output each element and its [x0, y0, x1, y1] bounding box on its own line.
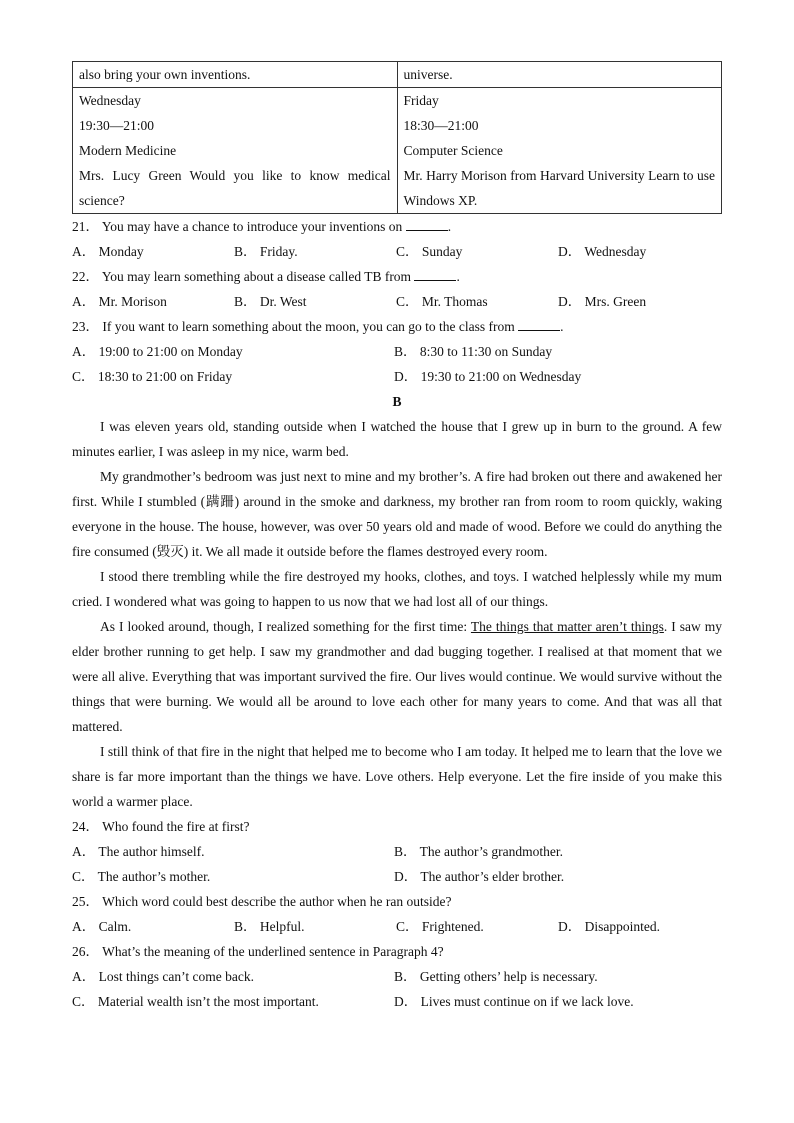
option-d[interactable]: D． Lives must continue on if we lack love.: [394, 994, 634, 1009]
class-description: Mrs. Lucy Green Would you like to know medical science?: [79, 168, 391, 208]
question-22: 22． You may learn something about a disease called TB from .: [72, 264, 722, 289]
option-c[interactable]: C． The author’s mother.: [72, 869, 211, 884]
option-b[interactable]: B． Friday.: [234, 244, 298, 259]
question-23: 23． If you want to learn something about the moon, you can go to the class from .: [72, 314, 722, 339]
table-row: [73, 88, 722, 214]
option-b[interactable]: B． The author’s grandmother.: [394, 844, 563, 859]
table-cell: [397, 62, 722, 88]
class-time: 19:30—21:00: [79, 118, 155, 133]
option-d[interactable]: D． The author’s elder brother.: [394, 869, 565, 884]
answer-blank: [406, 216, 448, 231]
passage-paragraph-4: As I looked around, though, I realized something for the first time: The things that matter aren’t things. I saw my elder brother running to get help. I saw my grandmother and dad bugging together. I realised at that moment that we were all alive. Everything that was important survived the fire. Our lives would continue. We would survive without the things that were burning. We would all be around to love each other for many years to come. And that was all that mattered.: [72, 619, 722, 734]
class-time: 18:30—21:00: [403, 118, 479, 133]
option-d[interactable]: D． 19:30 to 21:00 on Wednesday: [394, 369, 582, 384]
table-cell-friday: [397, 88, 722, 214]
passage-paragraph-2: My grandmother’s bedroom was just next to mine and my brother’s. A fire had broken out there and awakened her first. While I stumbled (蹒跚) around in the smoke and darkness, my brother ran from room to room quickly, waking everyone in the house. The house, however, was over 50 years old and made of wood. Before we could do anything the fire consumed (毁灭) it. We all made it outside before the flames destroyed every room.: [72, 469, 722, 559]
class-day: Wednesday: [79, 93, 141, 108]
exam-page: [72, 61, 722, 1014]
option-a[interactable]: A． 19:00 to 21:00 on Monday: [72, 344, 243, 359]
question-23-options-row2: [72, 364, 722, 389]
option-b[interactable]: B． Getting others’ help is necessary.: [394, 969, 598, 984]
option-b[interactable]: B． Helpful.: [234, 919, 305, 934]
table-row: [73, 62, 722, 88]
cell-text: also bring your own inventions.: [79, 67, 251, 82]
option-a[interactable]: A． Lost things can’t come back.: [72, 969, 254, 984]
question-24: 24． Who found the fire at first?: [72, 819, 250, 834]
option-c[interactable]: C． Frightened.: [396, 919, 484, 934]
class-schedule-table: [72, 61, 722, 214]
option-c[interactable]: C． Material wealth isn’t the most important.: [72, 994, 319, 1009]
question-22-options: [72, 289, 722, 314]
question-21: 21． You may have a chance to introduce your inventions on .: [72, 214, 722, 239]
option-a[interactable]: A． Calm.: [72, 919, 132, 934]
question-21-options: [72, 239, 722, 264]
option-b[interactable]: B． Dr. West: [234, 294, 307, 309]
passage-paragraph-1: I was eleven years old, standing outside when I watched the house that I grew up in burn to the ground. A few minutes earlier, I was asleep in my nice, warm bed.: [72, 419, 722, 459]
underlined-sentence: The things that matter aren’t things: [470, 619, 664, 634]
option-c[interactable]: C． Mr. Thomas: [396, 294, 488, 309]
question-26: 26． What’s the meaning of the underlined sentence in Paragraph 4?: [72, 944, 444, 959]
question-26-options-row1: [72, 964, 722, 989]
passage-paragraph-3: I stood there trembling while the fire destroyed my hooks, clothes, and toys. I watched helplessly while my mum cried. I wondered what was going to happen to us now that we had lost all of our things.: [72, 569, 722, 609]
question-25: 25． Which word could best describe the author when he ran outside?: [72, 894, 452, 909]
table-cell-wednesday: [73, 88, 398, 214]
option-a[interactable]: A． The author himself.: [72, 844, 205, 859]
option-d[interactable]: D． Wednesday: [558, 244, 647, 259]
passage-paragraph-5: I still think of that fire in the night that helped me to become who I am today. It helped me to learn that the love we share is far more important than the things we have. Love others. Help everyone. Let the fire inside of you make this world a warmer place.: [72, 744, 722, 809]
option-b[interactable]: B． 8:30 to 11:30 on Sunday: [394, 344, 553, 359]
question-26-options-row2: [72, 989, 722, 1014]
class-subject: Modern Medicine: [79, 143, 177, 158]
option-c[interactable]: C． 18:30 to 21:00 on Friday: [72, 369, 233, 384]
question-24-options-row1: [72, 839, 722, 864]
answer-blank: [414, 266, 456, 281]
table-cell: [73, 62, 398, 88]
question-23-options-row1: [72, 339, 722, 364]
option-d[interactable]: D． Mrs. Green: [558, 294, 647, 309]
option-c[interactable]: C． Sunday: [396, 244, 463, 259]
option-a[interactable]: A． Mr. Morison: [72, 294, 167, 309]
class-description: Mr. Harry Morison from Harvard University Learn to use Windows XP.: [403, 168, 715, 208]
section-title: B: [392, 394, 402, 409]
option-a[interactable]: A． Monday: [72, 244, 144, 259]
answer-blank: [518, 316, 560, 331]
question-24-options-row2: [72, 864, 722, 889]
option-d[interactable]: D． Disappointed.: [558, 919, 660, 934]
question-25-options: [72, 914, 722, 939]
class-subject: Computer Science: [403, 143, 503, 158]
cell-text: universe.: [403, 67, 453, 82]
class-day: Friday: [403, 93, 439, 108]
